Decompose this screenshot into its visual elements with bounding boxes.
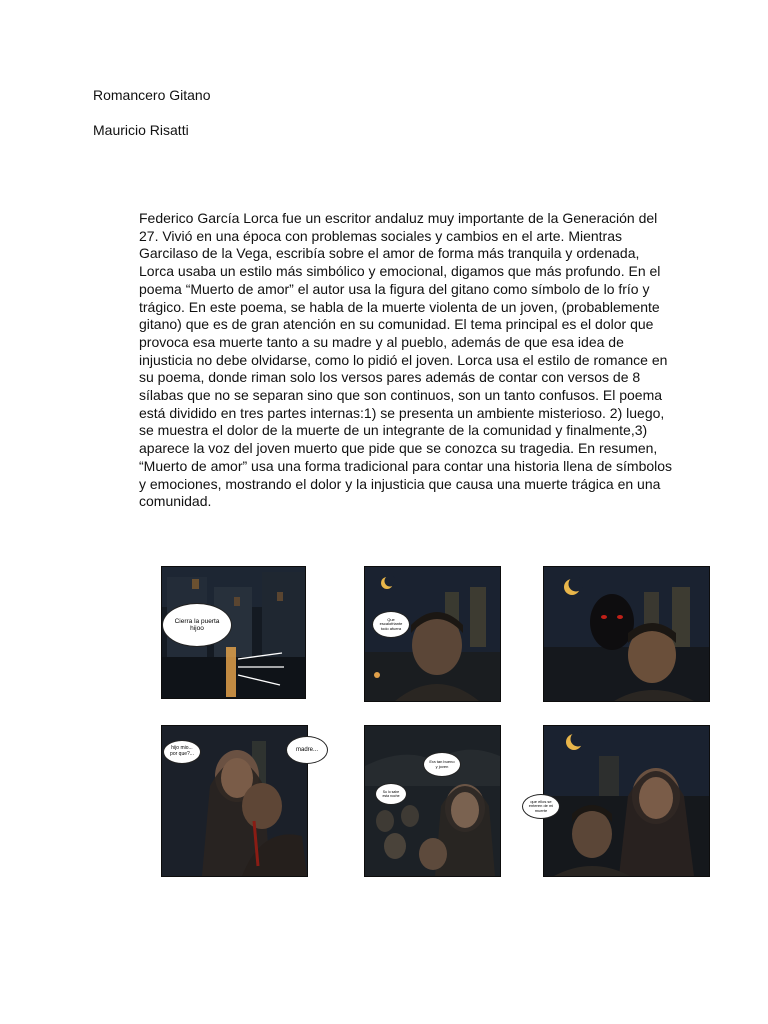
- speech-bubble-2: Que escalofriante todo afuera: [372, 611, 410, 638]
- panel-3-illustration: [544, 567, 709, 701]
- speech-bubble-6: Su lo sabe esta noche: [375, 783, 407, 805]
- speech-bubble-4: madre...: [286, 736, 328, 764]
- speech-bubble-1: Cierra la puerta hijoo: [162, 603, 232, 647]
- comic-panel-4: [161, 725, 318, 877]
- document-title: Romancero Gitano: [93, 87, 211, 103]
- comic-panel-3: [543, 566, 710, 702]
- document-author: Mauricio Risatti: [93, 122, 189, 138]
- comic-panel-1: [161, 566, 306, 699]
- essay-paragraph: Federico García Lorca fue un escritor andaluz muy importante de la Generación del 27. Vivió en una época con problemas sociales y cambios en el arte. Mientras Garcilaso de la Vega, escribía sobre el amor de forma más tranquila y ordenada, Lorca usaba un estilo más simbólico y emocional, digamos que más profundo. En el poema “Muerto de amor” el autor usa la figura del gitano como símbolo de lo frío y trágico. En este poema, se habla de la muerte violenta de un joven, (probablemente gitano) que es de gran atención en su comunidad. El tema principal es el dolor que provoca esa muerte tanto a su madre y al pueblo, además de que esa idea de injusticia no debe olvidarse, como lo pidió el joven. Lorca usa el estilo de romance en su poema, donde riman solo los versos pares además de contar con versos de 8 sílabas que no se separan sino que son continuos, son un tanto confusos. El poema está dividido en tres partes internas:1) se presenta un ambiente misterioso. 2) luego, se muestra el dolor de la muerte de un integrante de la comunidad y finalmente,3) aparece la voz del joven muerto que pide que se conozca su tragedia. En resumen, “Muerto de amor” usa una forma tradicional para contar una historia llena de símbolos y emociones, mostrando el dolor y la injusticia que causa una muerte trágica en una comunidad.: [139, 210, 673, 510]
- panel-6-illustration: [544, 726, 709, 876]
- comic-panel-5: [364, 725, 501, 877]
- speech-bubble-5: Era tan bueno y joven: [423, 752, 461, 777]
- speech-bubble-3: hijo mio... por que?...: [163, 740, 201, 764]
- comic-panel-6: [528, 725, 710, 877]
- comic-panel-2: [364, 566, 501, 702]
- speech-bubble-7: que ellos se enteren de mi muerte: [522, 794, 560, 819]
